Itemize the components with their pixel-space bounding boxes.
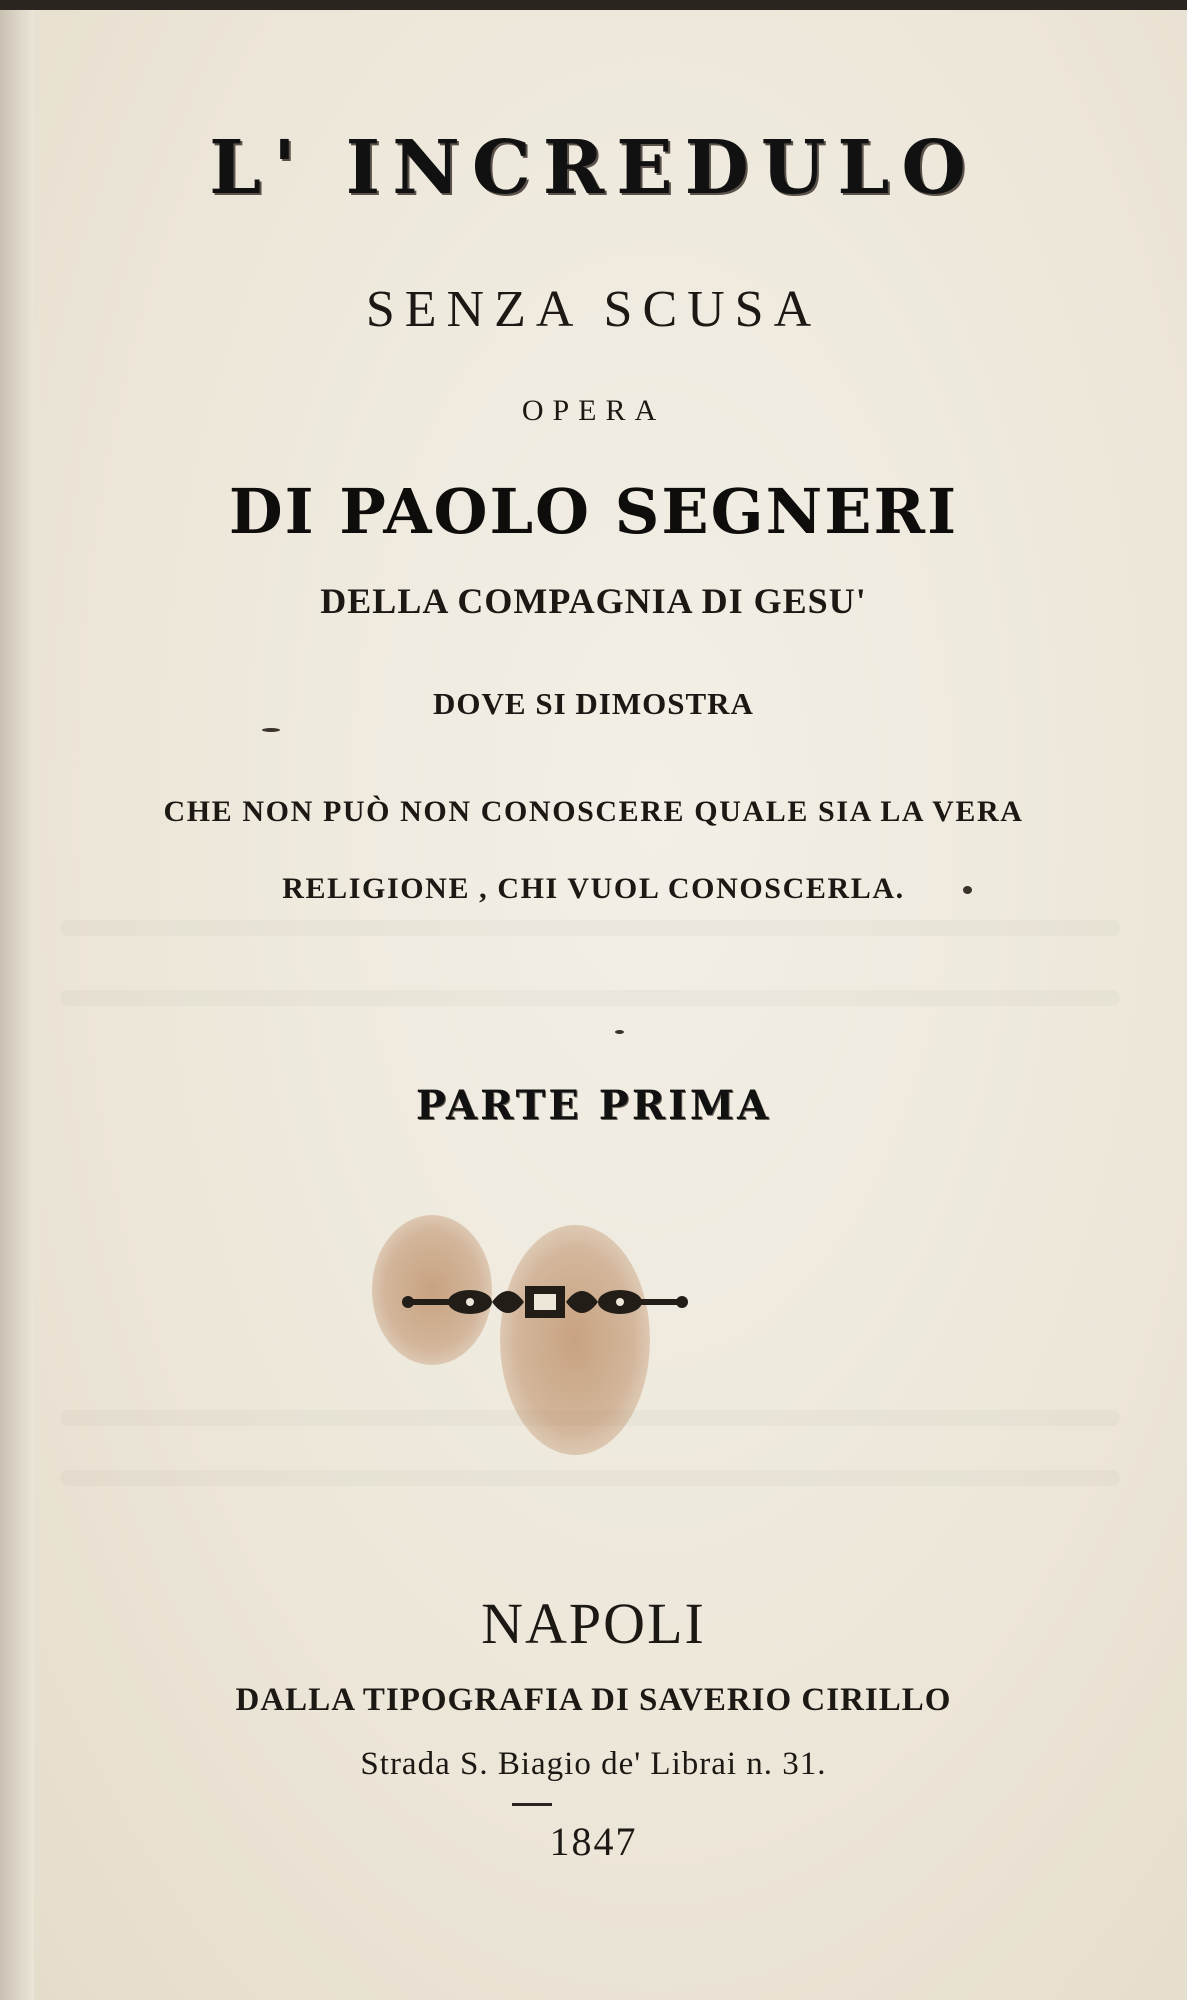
floral-fleuron-icon [400,1272,690,1332]
work-label: OPERA [521,394,666,427]
author-name: DI PAOLO SEGNERI [228,475,959,548]
ink-speck [262,728,280,732]
divider-rule [512,1803,552,1806]
imprint-city: NAPOLI [481,1591,706,1656]
show-through-text [60,990,1120,1006]
show-through-text [60,1470,1120,1486]
thesis-line-1: CHE NON PUÒ NON CONOSCERE QUALE SIA LA VERA [163,795,1024,828]
imprint-printer: DALLA TIPOGRAFIA DI SAVERIO CIRILLO [235,1682,952,1718]
show-through-text [60,920,1120,936]
author-affiliation: DELLA COMPAGNIA DI GESU' [320,581,867,621]
imprint-address: Strada S. Biagio de' Librai n. 31. [360,1746,827,1782]
title-page [0,10,1187,2000]
ink-speck [615,1030,624,1034]
part-label: PARTE PRIMA [415,1082,772,1129]
water-stain [500,1225,650,1455]
thesis-line-2: RELIGIONE , CHI VUOL CONOSCERLA. [282,872,905,905]
thesis-intro: DOVE SI DIMOSTRA [433,686,754,721]
book-title: L' INCREDULO [209,125,978,211]
ink-speck [963,886,972,894]
book-subtitle: SENZA SCUSA [365,281,822,338]
imprint-year: 1847 [549,1819,638,1864]
